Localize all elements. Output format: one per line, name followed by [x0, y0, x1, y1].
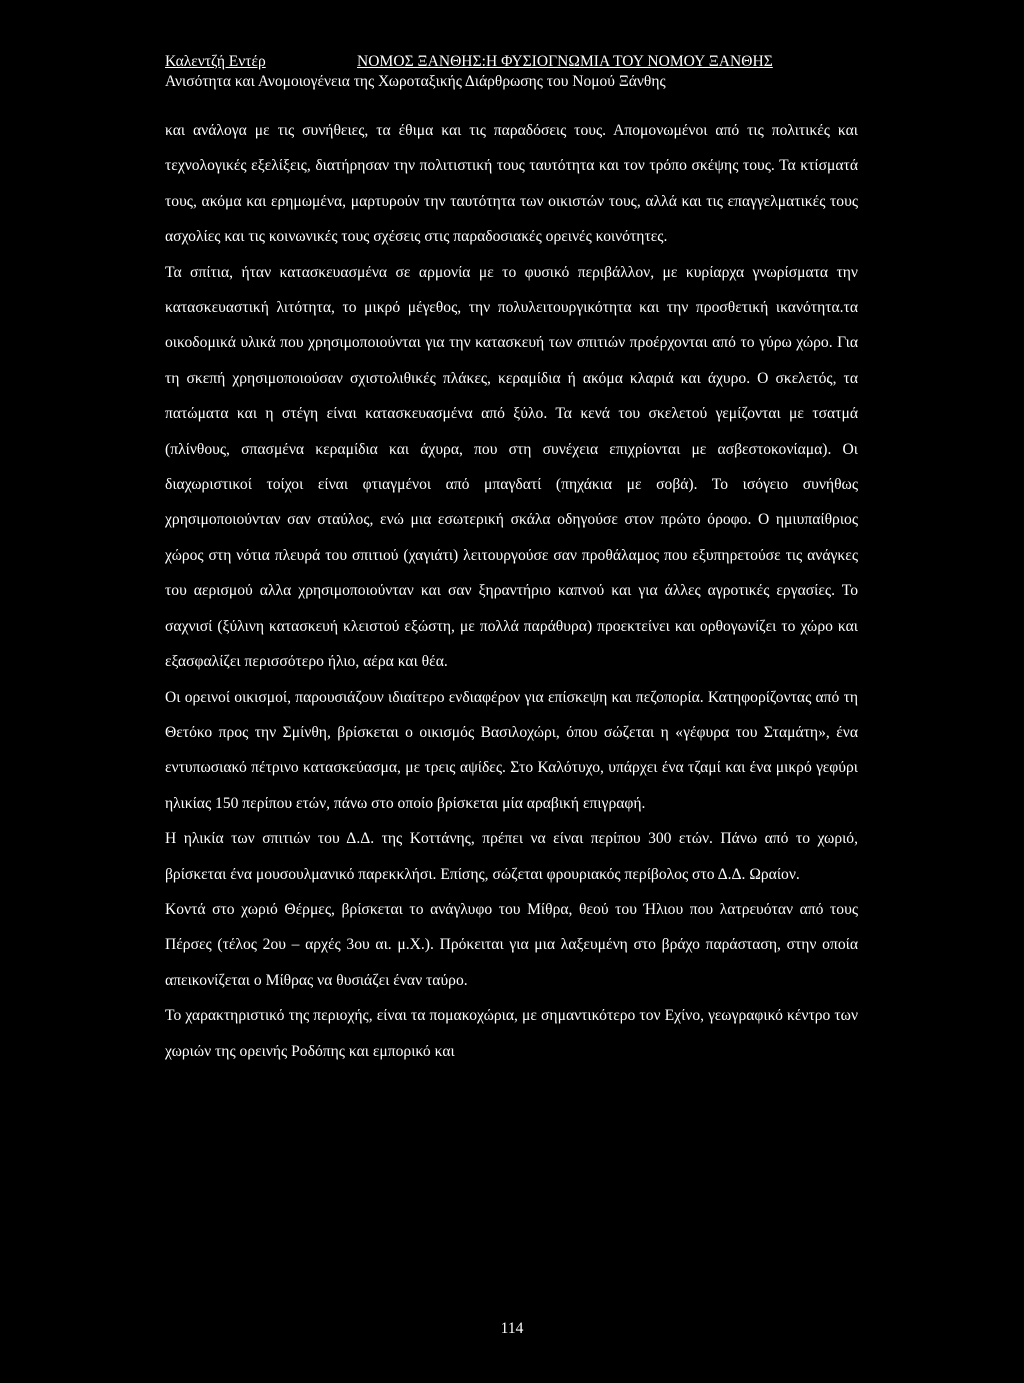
- header-title: ΝΟΜΟΣ ΞΑΝΘΗΣ:Η ΦΥΣΙΟΓΝΩΜΙΑ ΤΟΥ ΝΟΜΟΥ ΞΑΝΘΗΣ: [357, 53, 773, 70]
- header-top-row: [165, 52, 865, 72]
- body-text: [165, 113, 858, 1069]
- paragraph-kottani: Η ηλικία των σπιτιών του Δ.Δ. της Κοττάνης, πρέπει να είναι περίπου 300 ετών. Πάνω από το χωριό, βρίσκεται ένα μουσουλμανικό παρεκκλήσι. Επίσης, σώζεται φρουριακός περίβολος στο Δ.Δ. Ωραίον.: [165, 830, 858, 883]
- header-author: Καλεντζή Εντέρ: [165, 53, 266, 70]
- paragraph-houses: Τα σπίτια, ήταν κατασκευασμένα σε αρμονία με το φυσικό περιβάλλον, με κυρίαρχα γνωρίσματα την κατασκευαστική λιτότητα, το μικρό μέγεθος, την πολυλειτουργικότητα και την προσθετική ικανότητα.τα οικοδομικά υλικά που χρησιμοποιούνται για την κατασκευή των σπιτιών προέρχονται από το γύρω χώρο. Για τη σκεπή χρησιμοποιούσαν σχιστολιθικές πλάκες, κεραμίδια ή ακόμα κλαριά και άχυρο. Ο σκελετός, τα πατώματα και η στέγη είναι κατασκευασμένα από ξύλο. Τα κενά του σκελετού γεμίζονται με τσατμά (πλίνθους, σπασμένα κεραμίδια και άχυρα, που στη συνέχεια επιχρίονται με ασβεστοκονίαμα). Οι διαχωριστικοί τοίχοι είναι φτιαγμένοι από μπαγδατί (πηχάκια με σοβά). Το ισόγειο συνήθως χρησιμοποιούνταν σαν σταύλος, ενώ μια εσωτερική σκάλα οδηγούσε στον πρώτο όροφο. Ο ημιυπαίθριος χώρος στη νότια πλευρά του σπιτιού (χαγιάτι) λειτουργούσε σαν προθάλαμος που εξυπηρετούσε τις ανάγκες του αερισμού αλλα χρησιμοποιούνταν και σαν ξηραντήριο καπνού και για άλλες αγροτικές εργασίες. Το σαχνισί (ξύλινη κατασκευή κλειστού εξώστη, με πολλά παράθυρα) προεκτείνει και ορθογωνίζει το χώρο και εξασφαλίζει περισσότερο ήλιο, αέρα και θέα.: [165, 263, 858, 671]
- header-subtitle: Ανισότητα και Ανομοιογένεια της Χωροταξικής Διάρθρωσης του Νομού Ξάνθης: [165, 73, 666, 90]
- paragraph-pomak-villages: Το χαρακτηριστικό της περιοχής, είναι τα πομακοχώρια, με σημαντικότερο τον Εχίνο, γεωγραφικό κέντρο των χωριών της ορεινής Ροδόπης και εμπορικό και: [165, 1007, 858, 1060]
- paragraph-mithras: Κοντά στο χωριό Θέρμες, βρίσκεται το ανάγλυφο του Μίθρα, θεού του Ήλιου που λατρευόταν από τους Πέρσες (τέλος 2ου – αρχές 3ου αι. μ.Χ.). Πρόκειται για μια λαξευμένη στο βράχο παράσταση, στην οποία απεικονίζεται ο Μίθρας να θυσιάζει έναν ταύρο.: [165, 900, 858, 989]
- paragraph-intro: και ανάλογα με τις συνήθειες, τα έθιμα και τις παραδόσεις τους. Απομονωμένοι από τις πολιτικές και τεχνολογικές εξελίξεις, διατήρησαν την πολιτιστική τους ταυτότητα και τον τρόπο σκέψης τους. Τα κτίσματά τους, ακόμα και ερημωμένα, μαρτυρούν την ταυτότητα των οικιστών τους, αλλά και τις επαγγελματικές τους ασχολίες και τις κοινωνικές τους σχέσεις στις παραδοσιακές ορεινές κοινότητες.: [165, 122, 858, 246]
- paragraph-mountain-settlements: Οι ορεινοί οικισμοί, παρουσιάζουν ιδιαίτερο ενδιαφέρον για επίσκεψη και πεζοπορία. Κατηφορίζοντας από τη Θετόκο προς την Σμίνθη, βρίσκεται ο οικισμός Βασιλοχώρι, όπου σώζεται η «γέφυρα του Σταμάτη», ένα εντυπωσιακό πέτρινο κατασκεύασμα, με τρεις αψίδες. Στο Καλότυχο, υπάρχει ένα τζαμί και ένα μικρό γεφύρι ηλικίας 150 περίπου ετών, πάνω στο οποίο βρίσκεται μία αραβική επιγραφή.: [165, 688, 858, 812]
- page-number: 114: [500, 1320, 524, 1337]
- page-header: [165, 52, 865, 92]
